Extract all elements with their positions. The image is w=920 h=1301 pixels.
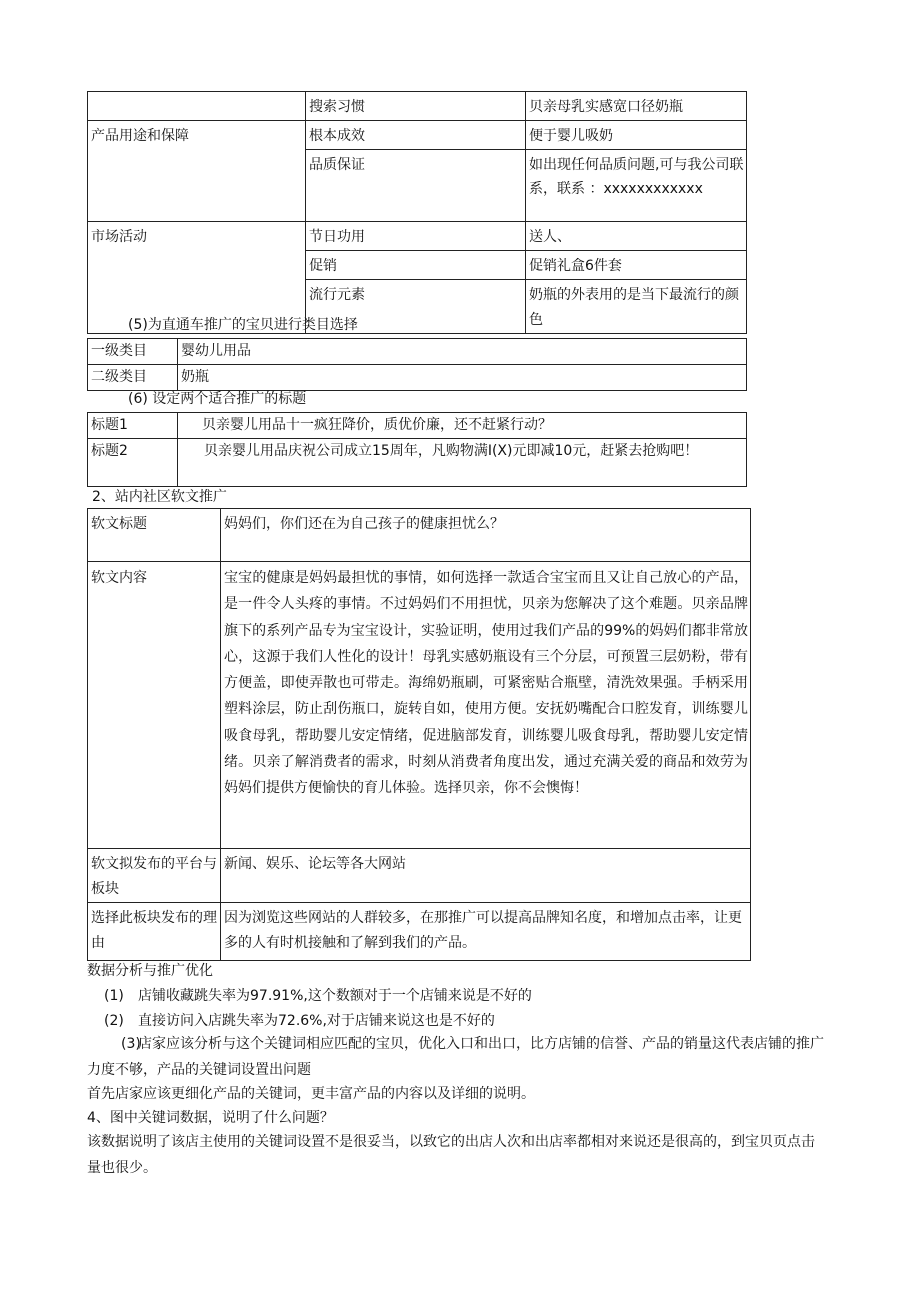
table-row — [88, 92, 747, 121]
table-row — [88, 509, 751, 562]
table-cell: 因为浏览这些网站的人群较多，在那推广可以提高品牌知名度，和增加点击率，让更多的人有时机接触和了解到我们的产品。 — [221, 903, 751, 961]
table-cell: 标题2 — [88, 439, 178, 487]
table-row — [88, 413, 747, 439]
table-cell: 根本成效 — [306, 121, 526, 150]
item-number: (1) — [104, 988, 124, 1004]
table-cell: 如出现任何品质问题,可与我公司联系，联系 ：xxxxxxxxxxxx — [526, 150, 747, 222]
item-text: 店家应该分析与这个关键词相应匹配的宝贝，优化入口和出口，比方店铺的信誉、产品的销量这代表店铺的推广力度不够，产品的关键词设置出问题 — [87, 1036, 824, 1078]
table-cell: 软文标题 — [88, 509, 221, 562]
item-number: (2) — [104, 1013, 124, 1029]
table-row — [88, 365, 747, 391]
question-4: 4、图中关键词数据，说明了什么问题？ — [87, 1110, 334, 1126]
table-cell: 送人、 — [526, 222, 747, 251]
table-cell — [88, 92, 306, 121]
table-cell: 促销 — [306, 251, 526, 280]
table-cell: 奶瓶 — [178, 365, 747, 391]
table-cell: 便于婴儿吸奶 — [526, 121, 747, 150]
table-cell: 婴幼儿用品 — [178, 339, 747, 365]
table-cell: 节日功用 — [306, 222, 526, 251]
table-row — [88, 562, 751, 849]
table-cell: 软文拟发布的平台与板块 — [88, 849, 221, 903]
section-title-5: (5)为直通车推广的宝贝进行类目选择 — [128, 317, 358, 333]
table-row — [88, 121, 747, 150]
table-cell: 贝亲婴儿用品庆祝公司成立15周年，凡购物满I(X)元即减10元，赶紧去抢购吧！ — [178, 439, 747, 487]
table-cell: 贝亲母乳实感宽口径奶瓶 — [526, 92, 747, 121]
category-table — [87, 338, 747, 391]
table-cell: 二级类目 — [88, 365, 178, 391]
item-number: (3) — [121, 1036, 141, 1052]
table-row — [88, 849, 751, 903]
analysis-heading: 数据分析与推广优化 — [87, 963, 213, 979]
table-cell: 软文内容 — [88, 562, 221, 849]
item-text: 店铺收藏跳失率为97.91%,这个数额对于一个店铺来说是不好的 — [138, 988, 532, 1004]
soft-article-table — [87, 508, 751, 961]
table-cell: 一级类目 — [88, 339, 178, 365]
table-row — [88, 339, 747, 365]
table-row — [88, 439, 747, 487]
table-cell: 产品用途和保障 — [88, 121, 306, 222]
analysis-item — [104, 1010, 495, 1032]
table-cell: 奶瓶的外表用的是当下最流行的颜色 — [526, 280, 747, 334]
table-cell: 促销礼盒6件套 — [526, 251, 747, 280]
item-text: 直接访问入店跳失率为72.6%,对于店铺来说这也是不好的 — [138, 1013, 495, 1029]
product-info-table — [87, 91, 747, 334]
table-cell: 品质保证 — [306, 150, 526, 222]
table-row — [88, 222, 747, 251]
table-cell: 市场活动 — [88, 222, 306, 334]
table-cell: 妈妈们，你们还在为自己孩子的健康担忧么？ — [221, 509, 751, 562]
table-cell: 流行元素 — [306, 280, 526, 334]
table-cell: 新闻、娱乐、论坛等各大网站 — [221, 849, 751, 903]
analysis-paragraph: 该数据说明了该店主使用的关键词设置不是很妥当，以致它的出店人次和出店率都相对来说还是很高的，到宝贝页点击量也很少。 — [87, 1134, 815, 1176]
section-title-6: (6) 设定两个适合推广的标题 — [128, 391, 307, 407]
table-cell: 选择此板块发布的理由 — [88, 903, 221, 961]
table-row — [88, 903, 751, 961]
analysis-paragraph: 首先店家应该更细化产品的关键词，更丰富产品的内容以及详细的说明。 — [87, 1086, 535, 1102]
table-cell: 贝亲婴儿用品十一疯狂降价，质优价廉，还不赶紧行动？ — [178, 413, 747, 439]
analysis-item — [104, 985, 532, 1007]
analysis-item — [87, 1031, 827, 1083]
table-cell: 标题1 — [88, 413, 178, 439]
promo-title-table — [87, 412, 747, 487]
table-cell: 宝宝的健康是妈妈最担忧的事情，如何选择一款适合宝宝而且又让自己放心的产品，是一件令人头疼的事情。不过妈妈们不用担忧，贝亲为您解决了这个难题。贝亲品牌旗下的系列产品专为宝宝设计，实验证明，使用过我们产品的99%的妈妈们都非常放心，这源于我们人性化的设计！母乳实感奶瓶设有三个分层，可预置三层奶粉，带有方便盖，即使弄散也可带走。海绵奶瓶刷，可紧密贴合瓶壁，清洗效果强。手柄采用塑料涂层，防止刮伤瓶口，旋转自如，使用方便。安抚奶嘴配合口腔发育，训练婴儿吸食母乳，帮助婴儿安定情绪，促进脑部发育，训练婴儿吸食母乳，帮助婴儿安定情绪。贝亲了解消费者的需求，时刻从消费者角度出发，通过充满关爱的商品和效劳为妈妈们提供方便愉快的育儿体验。选择贝亲，你不会懊悔！ — [221, 562, 751, 849]
section-title-2: 2、站内社区软文推广 — [92, 489, 227, 505]
table-cell: 搜索习惯 — [306, 92, 526, 121]
